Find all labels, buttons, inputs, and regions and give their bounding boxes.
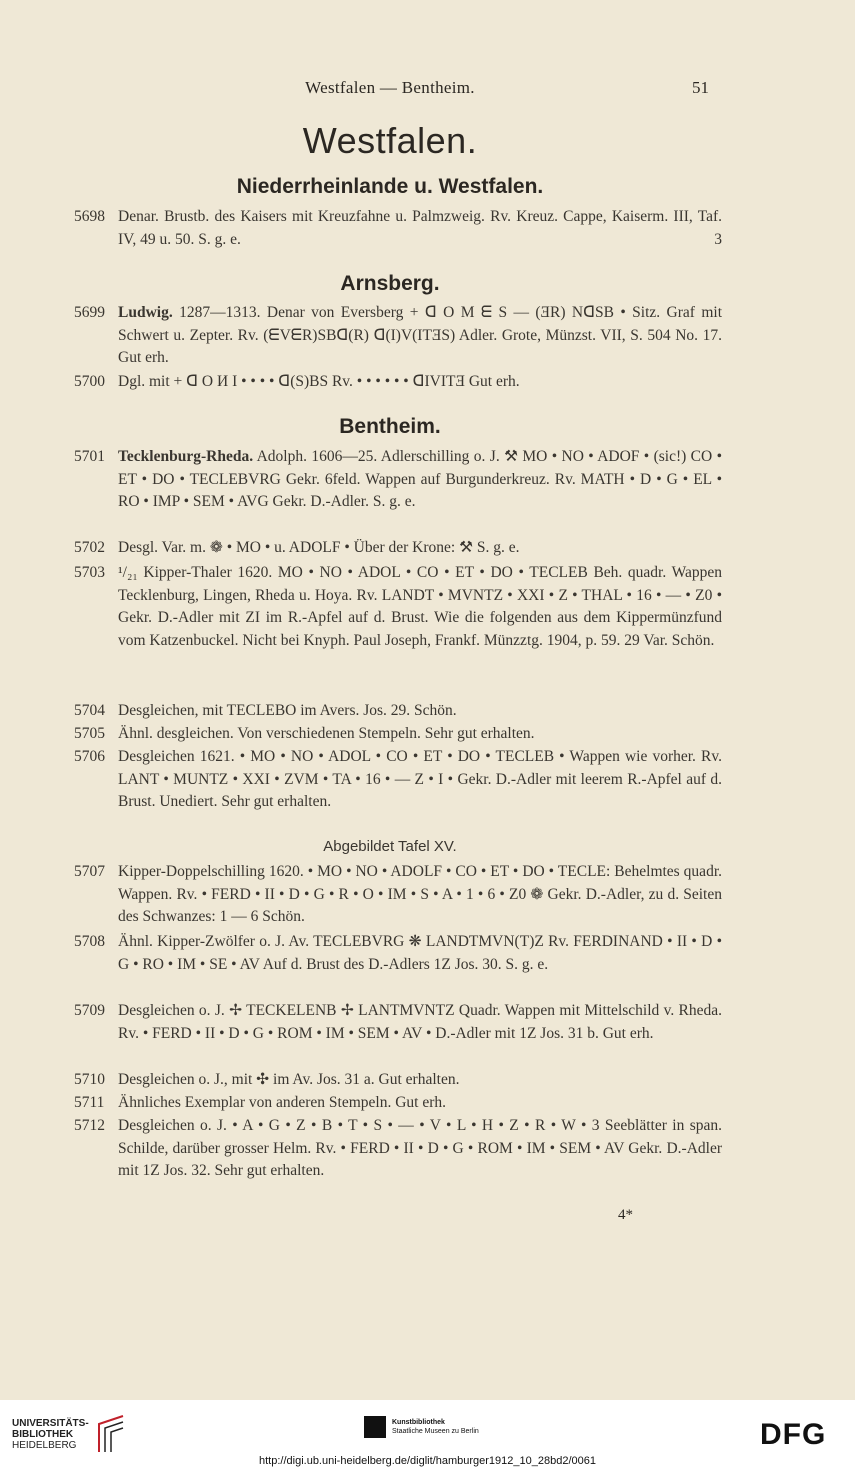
entry-text: Adolph. 1606—25. Adlerschilling o. J. ⚒ MO • NO • ADOF • (sic!) CO • ET • DO • TECLEBVRG Gekr. 6feld. Wappen auf Burgunderkreuz. Rv. MATH • D • G • EL • RO • IMP • SEM • AVG Gekr. D.-Adler. S. g. e.	[118, 448, 722, 511]
logo-line: HEIDELBERG	[12, 1439, 77, 1451]
entry-text: Ähnl. desgleichen. Von verschiedenen Stempeln. Sehr gut erhalten.	[118, 725, 535, 742]
catalog-entry	[74, 931, 722, 976]
entry-text: Dgl. mit + ᗡ O И I • • • • ᗡ(S)BS Rv. • • • • • • ᗡIVITƎ Gut erh.	[118, 373, 520, 390]
entry-text: Desgleichen o. J., mit ✣ im Av. Jos. 31 a. Gut erhalten.	[118, 1071, 460, 1088]
entry-text: ¹/₂₁ Kipper-Thaler 1620. MO • NO • ADOL • CO • ET • DO • TECLEB Beh. quadr. Wappen Tecklenburg, Lingen, Rheda u. Hoya. Rv. LANDT • MVNTZ • XXI • Z • THAL • 16 • — • Z0 • Gekr. D.-Adler mit ZI im R.-Apfel auf d. Brust. Wie die folgenden aus dem Kippermünzfund vom Katzenbuckel. Nicht bei Knyph. Paul Joseph, Frankf. Münzztg. 1904, p. 59. 29 Var. Schön.	[118, 564, 722, 649]
catalog-entry	[74, 700, 722, 723]
catalog-entry	[74, 371, 722, 394]
plate-caption: Abgebildet Tafel XV.	[323, 838, 457, 855]
entry-number: 5699	[74, 304, 105, 321]
entry-number: 5710	[74, 1071, 105, 1088]
section-title: Arnsberg.	[340, 272, 440, 295]
entry-number: 5709	[74, 1002, 105, 1019]
catalog-entry	[74, 723, 722, 746]
entry-number: 5707	[74, 863, 105, 880]
entry-number: 5702	[74, 539, 105, 556]
catalog-entry	[74, 861, 722, 929]
entry-text: Desgl. Var. m. ❁ • MO • u. ADOLF • Über der Krone: ⚒ S. g. e.	[118, 539, 520, 556]
logo-line: BIBLIOTHEK	[12, 1428, 74, 1440]
catalog-entry	[74, 446, 722, 514]
entry-value: 3	[714, 230, 722, 248]
running-header	[0, 78, 855, 100]
logo-line: Kunstbibliothek	[392, 1419, 445, 1426]
entry-text: Desgleichen o. J. • A • G • Z • B • T • S • — • V • L • H • Z • R • W • 3 Seeblätter in span. Schilde, darüber grosser Helm. Rv. • FERD • II • D • G • ROM • IM • SEM • AV Gekr. D.-Adler mit 1Z Jos. 32. Sehr gut erhalten.	[118, 1117, 722, 1180]
entry-number: 5700	[74, 373, 105, 390]
museum-mark-icon	[364, 1416, 386, 1438]
entry-text: Desgleichen o. J. ✢ TECKELENB ✢ LANTMVNTZ Quadr. Wappen mit Mittelschild v. Rheda. Rv. • FERD • II • D • G • ROM • IM • SEM • AV • D.-Adler mit 1Z Jos. 31 b. Gut erh.	[118, 1002, 722, 1042]
catalog-entry	[74, 746, 722, 814]
catalog-entry	[74, 1092, 722, 1115]
catalog-entry	[74, 562, 722, 652]
entry-number: 5703	[74, 564, 105, 581]
entry-text: 1287—1313. Denar von Eversberg + ᗡ O M ᗴ S — (ƎR) NᗡSB • Sitz. Graf mit Schwert u. Zepter. Rv. (ᗴVᗴR)SBᗡ(R) ᗡ(I)V(ITƎS) Adler. Grote, Münzst. VII, S. 504 No. 17. Gut erh.	[118, 304, 723, 367]
catalog-entry	[74, 1069, 722, 1092]
source-url[interactable]: http://digi.ub.uni-heidelberg.de/diglit/hamburger1912_10_28bd2/0061	[259, 1455, 596, 1467]
section-title: Bentheim.	[339, 415, 441, 438]
heidelberg-library-logo	[12, 1414, 127, 1454]
entry-name: Tecklenburg-Rheda.	[118, 448, 254, 465]
entry-number: 5698	[74, 208, 105, 225]
dfg-logo: DFG	[760, 1418, 827, 1451]
entry-number: 5701	[74, 448, 105, 465]
entry-number: 5712	[74, 1117, 105, 1134]
logo-line: Staatliche Museen zu Berlin	[392, 1428, 479, 1435]
entry-name: Ludwig.	[118, 304, 173, 321]
entry-number: 5706	[74, 748, 105, 765]
entry-number: 5705	[74, 725, 105, 742]
running-title: Westfalen — Bentheim.	[305, 78, 475, 97]
entry-text: Denar. Brustb. des Kaisers mit Kreuzfahne u. Palmzweig. Rv. Kreuz. Cappe, Kaiserm. III, Taf. IV, 49 u. 50. S. g. e.	[118, 208, 722, 248]
entry-text: Ähnl. Kipper-Zwölfer o. J. Av. TECLEBVRG ❋ LANDTMVN(T)Z Rv. FERDINAND • II • D • G • RO • IM • SE • AV Auf d. Brust des D.-Adlers 1Z Jos. 30. S. g. e.	[118, 933, 722, 973]
entry-number: 5711	[74, 1094, 105, 1111]
library-mark-icon	[95, 1414, 127, 1454]
entry-text: Kipper-Doppelschilling 1620. • MO • NO • ADOLF • CO • ET • DO • TECLE: Behelmtes quadr. Wappen. Rv. • FERD • II • D • G • R • O • IM • S • A • 1 • 6 • Z0 ❁ Gekr. D.-Adler, zu d. Seiten des Schwanzes: 1 — 6 Schön.	[118, 863, 722, 926]
catalog-entry	[74, 1000, 722, 1045]
entry-number: 5708	[74, 933, 105, 950]
section-title: Niederrheinlande u. Westfalen.	[236, 175, 544, 198]
catalog-entry	[74, 206, 722, 251]
digitization-footer	[0, 1400, 855, 1469]
entry-text: Ähnliches Exemplar von anderen Stempeln. Gut erh.	[118, 1094, 446, 1111]
catalog-entry	[74, 537, 722, 560]
signature-mark: 4*	[618, 1207, 633, 1223]
entry-text: Desgleichen 1621. • MO • NO • ADOL • CO • ET • DO • TECLEB • Wappen wie vorher. Rv. LANT • MUNTZ • XXI • ZVM • TA • 16 • — Z • I • Gekr. D.-Adler mit leerem R.-Apfel auf d. Brust. Unediert. Sehr gut erhalten.	[118, 748, 722, 811]
catalog-entry	[74, 1115, 722, 1183]
entry-text: Desgleichen, mit TECLEBO im Avers. Jos. 29. Schön.	[118, 702, 457, 719]
page-number: 51	[692, 78, 709, 97]
logo-line: UNIVERSITÄTS-	[12, 1417, 89, 1429]
kunstbibliothek-logo	[364, 1416, 479, 1438]
entry-number: 5704	[74, 702, 105, 719]
page-title: Westfalen.	[302, 120, 478, 161]
catalog-entry	[74, 302, 722, 370]
